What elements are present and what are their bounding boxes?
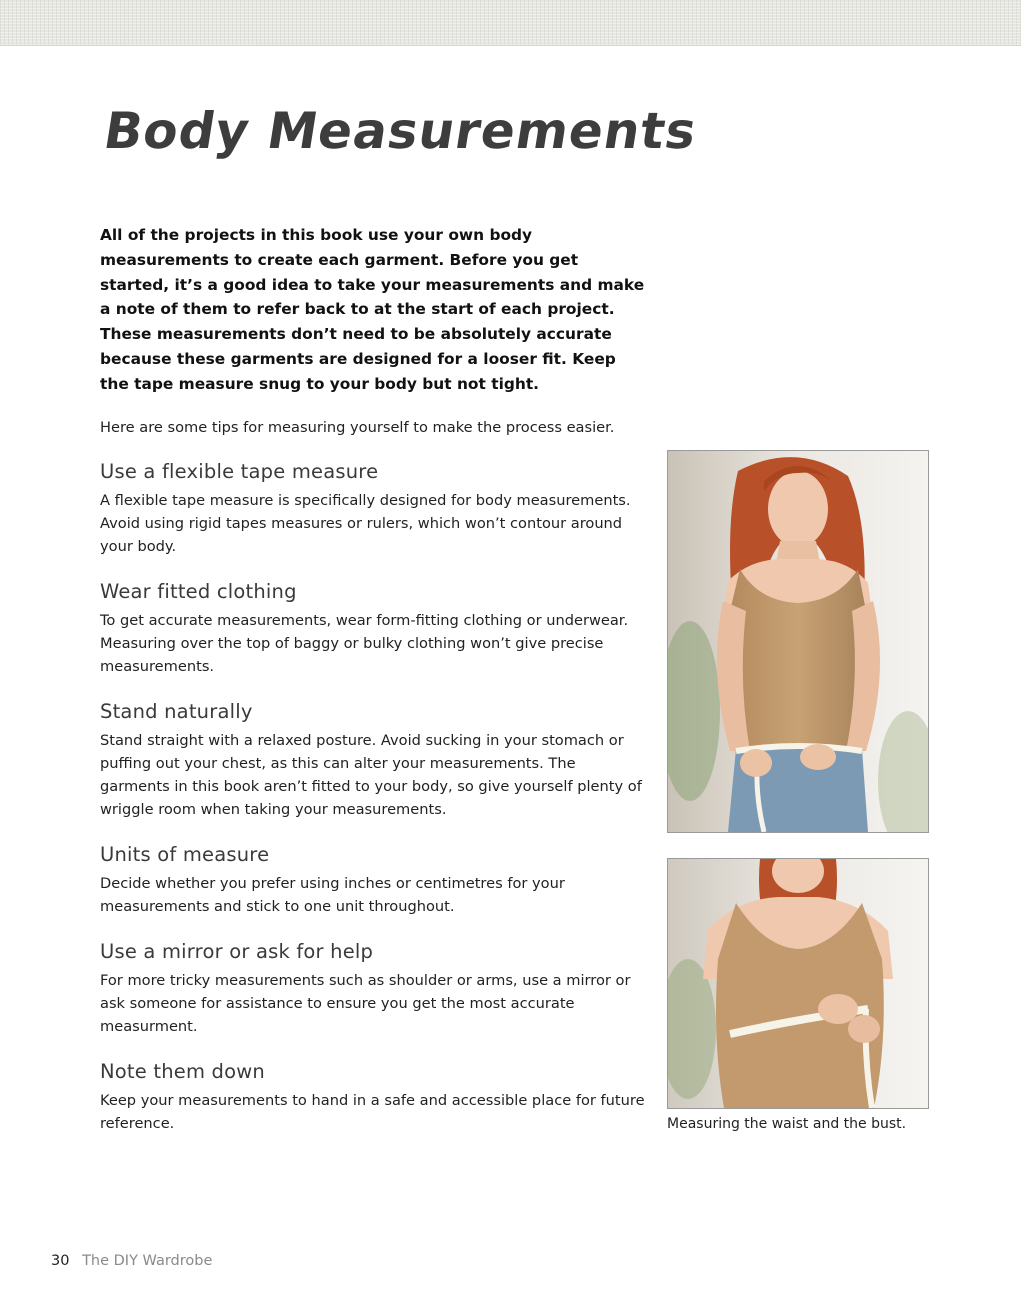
tips-lead-paragraph: Here are some tips for measuring yourself to make the process easier. bbox=[100, 419, 615, 436]
tip-section-flexible-tape bbox=[100, 459, 645, 558]
tip-heading: Wear fitted clothing bbox=[100, 580, 297, 603]
tip-body: A flexible tape measure is specifically designed for body measurements. Avoid using rigid tapes measures or rulers, which won’t contour around your body. bbox=[100, 492, 631, 555]
tip-body: Decide whether you prefer using inches or centimetres for your measurements and stick to one unit throughout. bbox=[100, 875, 565, 915]
tip-section-units bbox=[100, 842, 645, 918]
top-texture-band bbox=[0, 0, 1021, 46]
page-footer bbox=[51, 1251, 212, 1271]
tip-heading: Use a flexible tape measure bbox=[100, 460, 379, 483]
tip-body: To get accurate measurements, wear form-fitting clothing or underwear. Measuring over the top of baggy or bulky clothing won’t give precise measurements. bbox=[100, 612, 629, 675]
tip-heading: Stand naturally bbox=[100, 700, 253, 723]
tip-section-note-down bbox=[100, 1059, 645, 1135]
tip-section-mirror-help bbox=[100, 939, 645, 1038]
tip-body: For more tricky measurements such as shoulder or arms, use a mirror or ask someone for assistance to ensure you get the most accurate measurment. bbox=[100, 972, 631, 1035]
waist-measuring-photo bbox=[667, 450, 929, 833]
tip-body: Stand straight with a relaxed posture. Avoid sucking in your stomach or puffing out your chest, as this can alter your measurements. The garments in this book aren’t fitted to your body, so give yourself plenty of wriggle room when taking your measurements. bbox=[100, 732, 642, 818]
tip-heading: Note them down bbox=[100, 1060, 265, 1083]
photo-caption: Measuring the waist and the bust. bbox=[667, 1116, 907, 1132]
tip-heading: Use a mirror or ask for help bbox=[100, 940, 374, 963]
book-title: The DIY Wardrobe bbox=[82, 1253, 213, 1269]
tip-body: Keep your measurements to hand in a safe and accessible place for future reference. bbox=[100, 1092, 645, 1132]
page-title: Body Measurements bbox=[100, 102, 702, 160]
tip-section-stand-naturally bbox=[100, 699, 645, 821]
bust-measuring-photo bbox=[667, 858, 929, 1109]
tip-heading: Units of measure bbox=[100, 843, 270, 866]
page-number: 30 bbox=[51, 1253, 70, 1269]
intro-paragraph: All of the projects in this book use your own body measurements to create each garment. Before you get started, it’s a good idea to take your measurements and make a note of them to refer back to at the start of each project. These measurements don’t need to be absolutely accurate because these garments are designed for a looser fit. Keep the tape measure snug to your body but not tight. bbox=[100, 226, 645, 393]
tip-section-fitted-clothing bbox=[100, 579, 645, 678]
